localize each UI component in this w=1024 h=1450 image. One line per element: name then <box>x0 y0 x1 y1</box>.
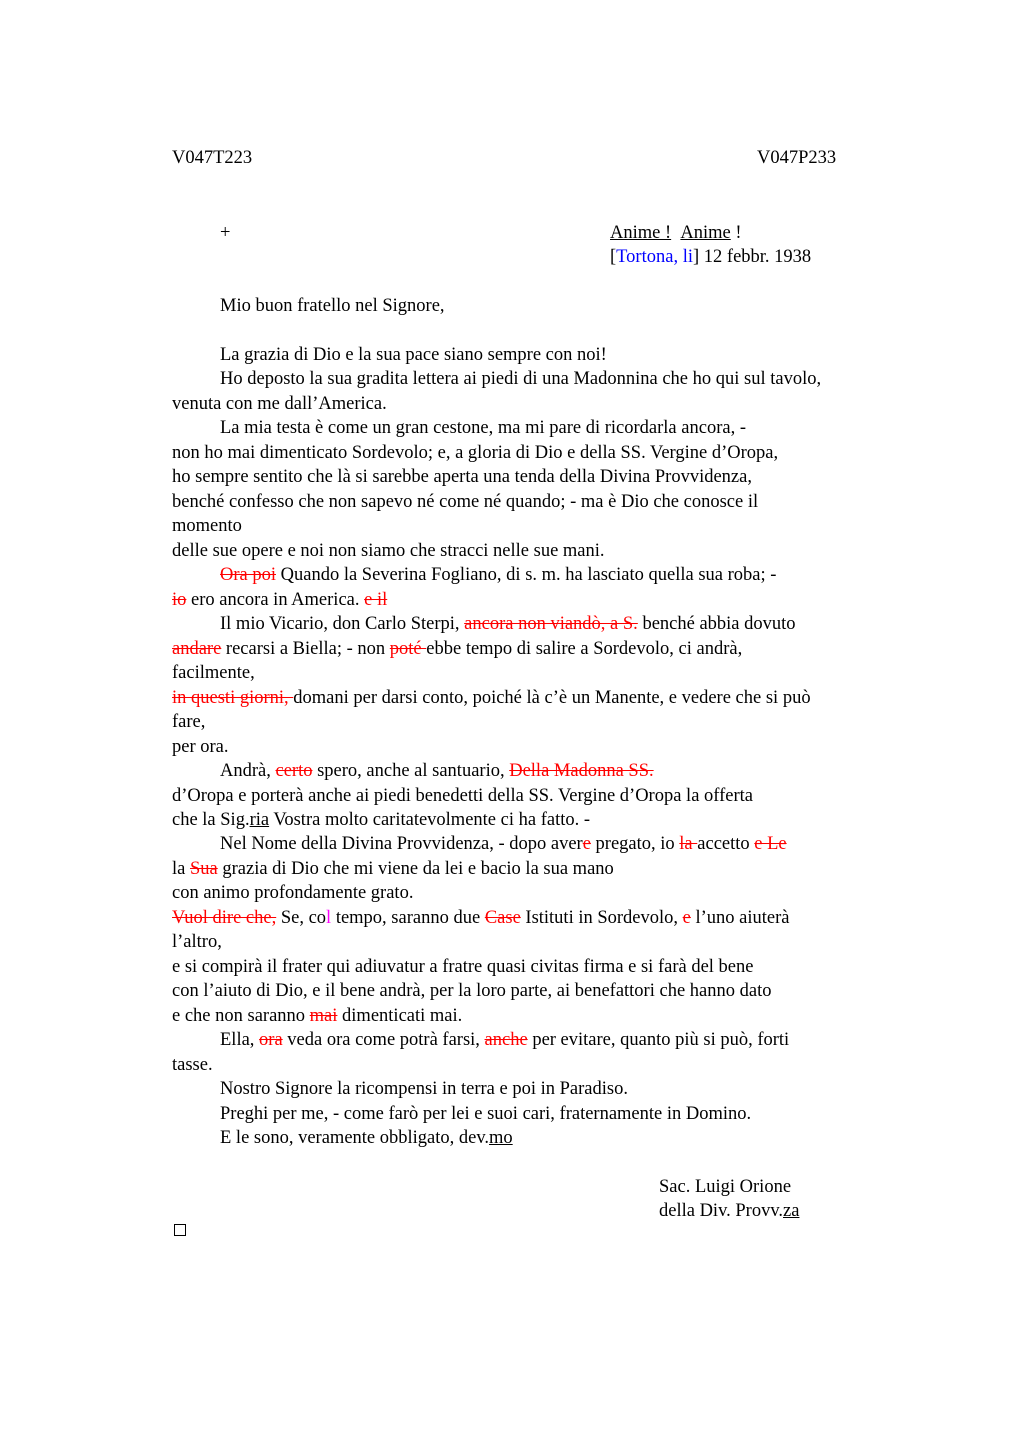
deleted-text: poté <box>389 639 427 659</box>
body-line-30: tasse. <box>172 1055 213 1075</box>
deleted-text: Della Madonna SS. <box>509 761 654 781</box>
body-line-23: con animo profondamente grato. <box>172 883 414 903</box>
superscript-abbrev: ria <box>249 810 270 830</box>
deleted-text: certo <box>275 761 313 781</box>
superscript-abbrev: za <box>783 1201 800 1221</box>
body-line-31: Nostro Signore la ricompensi in terra e poi in Paradiso. <box>220 1079 628 1099</box>
salutation: Mio buon fratello nel Signore, <box>220 296 445 316</box>
deleted-text: in questi giorni, <box>172 688 294 708</box>
body-line-13: andare recarsi a Biella; - non poté ebbe tempo di salire a Sordevolo, ci andrà, <box>172 639 743 659</box>
deleted-text: mai <box>309 1006 338 1026</box>
body-line-16: fare, <box>172 712 206 732</box>
body-line-19: d’Oropa e porterà anche ai piedi benedetti della SS. Vergine d’Oropa la offerta <box>172 786 753 806</box>
body-line-15: in questi giorni, domani per darsi conto, poiché là c’è un Manente, e vedere che si può <box>172 688 811 708</box>
body-line-8: momento <box>172 516 242 536</box>
deleted-text: anche <box>484 1030 528 1050</box>
body-line-21: Nel Nome della Divina Provvidenza, - dopo avere pregato, io la accetto e Le <box>220 834 787 854</box>
motto-anime-2: Anime <box>680 223 731 243</box>
body-line-27: con l’aiuto di Dio, e il bene andrà, per la loro parte, ai benefattori che hanno dato <box>172 981 772 1001</box>
body-line-12: Il mio Vicario, don Carlo Sterpi, ancora non viandò, a S. benché abbia dovuto <box>220 614 796 634</box>
motto-anime-1: Anime ! <box>610 223 672 243</box>
body-line-22: la Sua grazia di Dio che mi viene da lei e bacio la sua mano <box>172 859 614 879</box>
deleted-text: ancora non viandò, a S. <box>464 614 638 634</box>
deleted-text: la <box>679 834 698 854</box>
body-line-4: La mia testa è come un gran cestone, ma mi pare di ricordarla ancora, - <box>220 418 746 438</box>
body-line-24: Vuol dire che, Se, col tempo, saranno due Case Istituti in Sordevolo, e l’uno aiuterà <box>172 908 790 928</box>
cross-mark: + <box>220 223 231 243</box>
body-line-20: che la Sig.ria Vostra molto caritatevolmente ci ha fatto. - <box>172 810 591 830</box>
deleted-text: e Le <box>754 834 787 854</box>
document-code-right: V047P233 <box>757 148 837 168</box>
square-box-icon <box>174 1224 186 1236</box>
body-line-2: Ho deposto la sua gradita lettera ai piedi di una Madonnina che ho qui sul tavolo, <box>220 369 822 389</box>
body-line-5: non ho mai dimenticato Sordevolo; e, a gloria di Dio e della SS. Vergine d’Oropa, <box>172 443 779 463</box>
body-line-26: e si compirà il frater qui adiuvatur a fratre quasi civitas firma e si farà del bene <box>172 957 754 977</box>
body-line-6: ho sempre sentito che là si sarebbe aperta una tenda della Divina Provvidenza, <box>172 467 752 487</box>
deleted-text: e <box>582 834 591 854</box>
place-date-line: [Tortona, li] 12 febbr. 1938 <box>610 247 812 267</box>
body-line-17: per ora. <box>172 737 229 757</box>
inserted-letter: l <box>326 908 332 928</box>
place-name: Tortona, li <box>616 247 693 267</box>
motto-line <box>610 221 742 246</box>
deleted-text: Sua <box>189 859 218 879</box>
deleted-text: ora <box>259 1030 283 1050</box>
body-line-3: venuta con me dall’America. <box>172 394 387 414</box>
signature-name: Sac. Luigi Orione <box>659 1177 792 1197</box>
deleted-text: io <box>172 590 187 610</box>
body-line-29: Ella, ora veda ora come potrà farsi, anche per evitare, quanto più si può, forti <box>220 1030 790 1050</box>
body-line-18: Andrà, certo spero, anche al santuario, Della Madonna SS. <box>220 761 654 781</box>
document-code-left: V047T223 <box>172 148 253 168</box>
deleted-text: Ora poi <box>220 565 276 585</box>
deleted-text: e il <box>364 590 388 610</box>
closing-line: E le sono, veramente obbligato, dev.mo <box>220 1128 513 1148</box>
body-line-32: Preghi per me, - come farò per lei e suoi cari, fraternamente in Domino. <box>220 1104 752 1124</box>
body-line-9: delle sue opere e noi non siamo che stracci nelle sue mani. <box>172 541 605 561</box>
deleted-text: andare <box>172 639 222 659</box>
body-line-1: La grazia di Dio e la sua pace siano sempre con noi! <box>220 345 607 365</box>
superscript-abbrev: mo <box>489 1128 513 1148</box>
body-line-14: facilmente, <box>172 663 255 683</box>
motto-exclamation: ! <box>735 223 742 243</box>
deleted-text: e <box>682 908 691 928</box>
signature-title: della Div. Provv.za <box>659 1201 800 1221</box>
letter-date: 12 febbr. 1938 <box>699 247 812 267</box>
body-line-28: e che non saranno mai dimenticati mai. <box>172 1006 463 1026</box>
deleted-text: Case <box>484 908 521 928</box>
body-line-7: benché confesso che non sapevo né come né quando; - ma è Dio che conosce il <box>172 492 759 512</box>
body-line-25: l’altro, <box>172 932 222 952</box>
deleted-text: Vuol dire che, <box>172 908 277 928</box>
body-line-10: Ora poi Quando la Severina Fogliano, di s. m. ha lasciato quella sua roba; - <box>220 565 777 585</box>
body-line-11: io ero ancora in America. e il <box>172 590 388 610</box>
